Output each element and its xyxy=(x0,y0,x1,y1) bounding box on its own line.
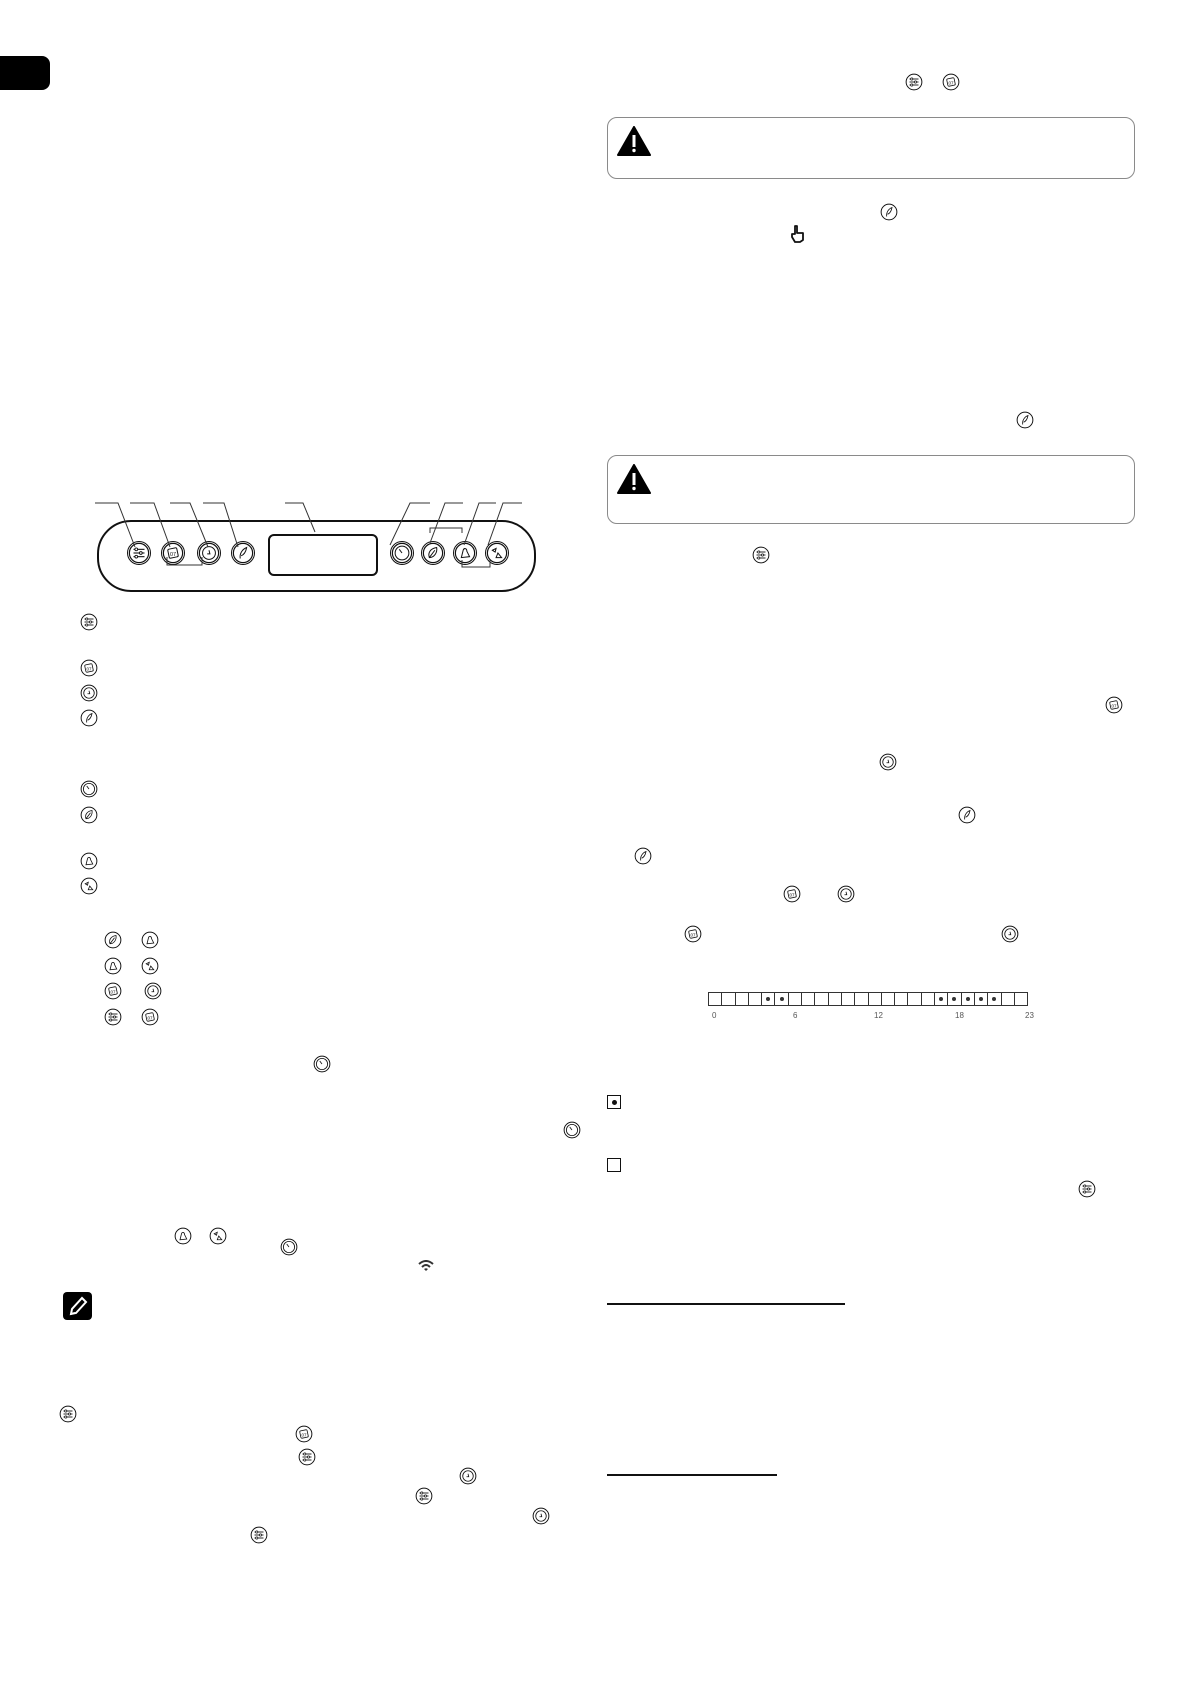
bell-alarm-icon xyxy=(80,852,98,870)
hour-cell xyxy=(709,993,722,1005)
feather-icon xyxy=(80,709,98,727)
hour-cell xyxy=(869,993,882,1005)
warning-icon xyxy=(617,464,651,494)
power-dial-icon xyxy=(280,1238,298,1256)
clock-icon xyxy=(80,684,98,702)
clock-icon xyxy=(144,982,162,1000)
feather-icon xyxy=(958,806,976,824)
tick-label: 6 xyxy=(793,1011,798,1020)
settings-sliders-icon xyxy=(1078,1180,1096,1198)
hour-cell xyxy=(842,993,855,1005)
calendar-icon xyxy=(104,982,122,1000)
calendar-icon xyxy=(942,73,960,91)
settings-sliders-icon xyxy=(415,1487,433,1505)
leaf-eco-icon xyxy=(80,806,98,824)
hour-cell xyxy=(1015,993,1027,1005)
active-hour-dot xyxy=(780,997,784,1001)
active-hour-dot xyxy=(766,997,770,1001)
settings-sliders-icon xyxy=(104,1008,122,1026)
power-dial-icon xyxy=(80,780,98,798)
feather-icon xyxy=(1016,411,1034,429)
active-hour-dot xyxy=(939,997,943,1001)
settings-sliders-icon xyxy=(59,1405,77,1423)
feather-icon xyxy=(634,847,652,865)
hour-cell xyxy=(722,993,735,1005)
hour-cell xyxy=(736,993,749,1005)
hour-cell xyxy=(829,993,842,1005)
hour-cell xyxy=(775,993,788,1005)
settings-sliders-icon xyxy=(752,546,770,564)
settings-sliders-icon xyxy=(905,73,923,91)
clock-icon xyxy=(837,885,855,903)
tick-label: 18 xyxy=(955,1011,964,1020)
bell-alarm-icon xyxy=(141,931,159,949)
hour-cell xyxy=(988,993,1001,1005)
calendar-icon xyxy=(1105,696,1123,714)
tick-label: 23 xyxy=(1025,1011,1034,1020)
hour-cell xyxy=(762,993,775,1005)
calendar-icon xyxy=(783,885,801,903)
hour-cell xyxy=(882,993,895,1005)
hour-cell xyxy=(948,993,961,1005)
bell-alarm-icon xyxy=(174,1227,192,1245)
language-tab xyxy=(0,56,50,90)
active-hour-dot xyxy=(966,997,970,1001)
active-hour-dot xyxy=(952,997,956,1001)
note-pencil-icon xyxy=(63,1292,92,1320)
settings-sliders-icon xyxy=(250,1526,268,1544)
warning-box xyxy=(607,117,1135,179)
warning-box xyxy=(607,455,1135,524)
hour-cell xyxy=(789,993,802,1005)
hour-cell xyxy=(908,993,921,1005)
calendar-icon xyxy=(684,925,702,943)
callout-lines xyxy=(90,495,540,595)
legend-box-empty xyxy=(607,1158,621,1172)
bell-multi-icon xyxy=(80,877,98,895)
hour-cell xyxy=(935,993,948,1005)
hour-cell xyxy=(895,993,908,1005)
section-rule xyxy=(607,1303,845,1305)
active-hour-dot xyxy=(992,997,996,1001)
tick-label: 12 xyxy=(874,1011,883,1020)
warning-icon xyxy=(617,126,651,156)
clock-icon xyxy=(1001,925,1019,943)
bell-multi-icon xyxy=(141,957,159,975)
hour-cell xyxy=(922,993,935,1005)
section-rule xyxy=(607,1474,777,1476)
hand-pointer-icon xyxy=(790,225,806,243)
hour-cell xyxy=(815,993,828,1005)
settings-sliders-icon xyxy=(80,613,98,631)
feather-icon xyxy=(880,203,898,221)
settings-sliders-icon xyxy=(298,1448,316,1466)
hour-cell xyxy=(855,993,868,1005)
legend-box-filled xyxy=(607,1095,621,1109)
power-dial-icon xyxy=(313,1055,331,1073)
calendar-icon xyxy=(80,659,98,677)
leaf-eco-icon xyxy=(104,931,122,949)
clock-icon xyxy=(532,1507,550,1525)
hour-cell xyxy=(975,993,988,1005)
calendar-icon xyxy=(141,1008,159,1026)
hour-cell xyxy=(962,993,975,1005)
clock-icon xyxy=(459,1467,477,1485)
active-hour-dot xyxy=(979,997,983,1001)
hour-cell xyxy=(749,993,762,1005)
bell-multi-icon xyxy=(209,1227,227,1245)
wifi-icon xyxy=(418,1260,434,1272)
tick-label: 0 xyxy=(712,1011,717,1020)
clock-icon xyxy=(879,753,897,771)
hour-cell xyxy=(802,993,815,1005)
hour-cell xyxy=(1002,993,1015,1005)
bell-alarm-icon xyxy=(104,957,122,975)
calendar-icon xyxy=(295,1425,313,1443)
hour-timeline xyxy=(708,992,1028,1006)
power-dial-icon xyxy=(563,1121,581,1139)
